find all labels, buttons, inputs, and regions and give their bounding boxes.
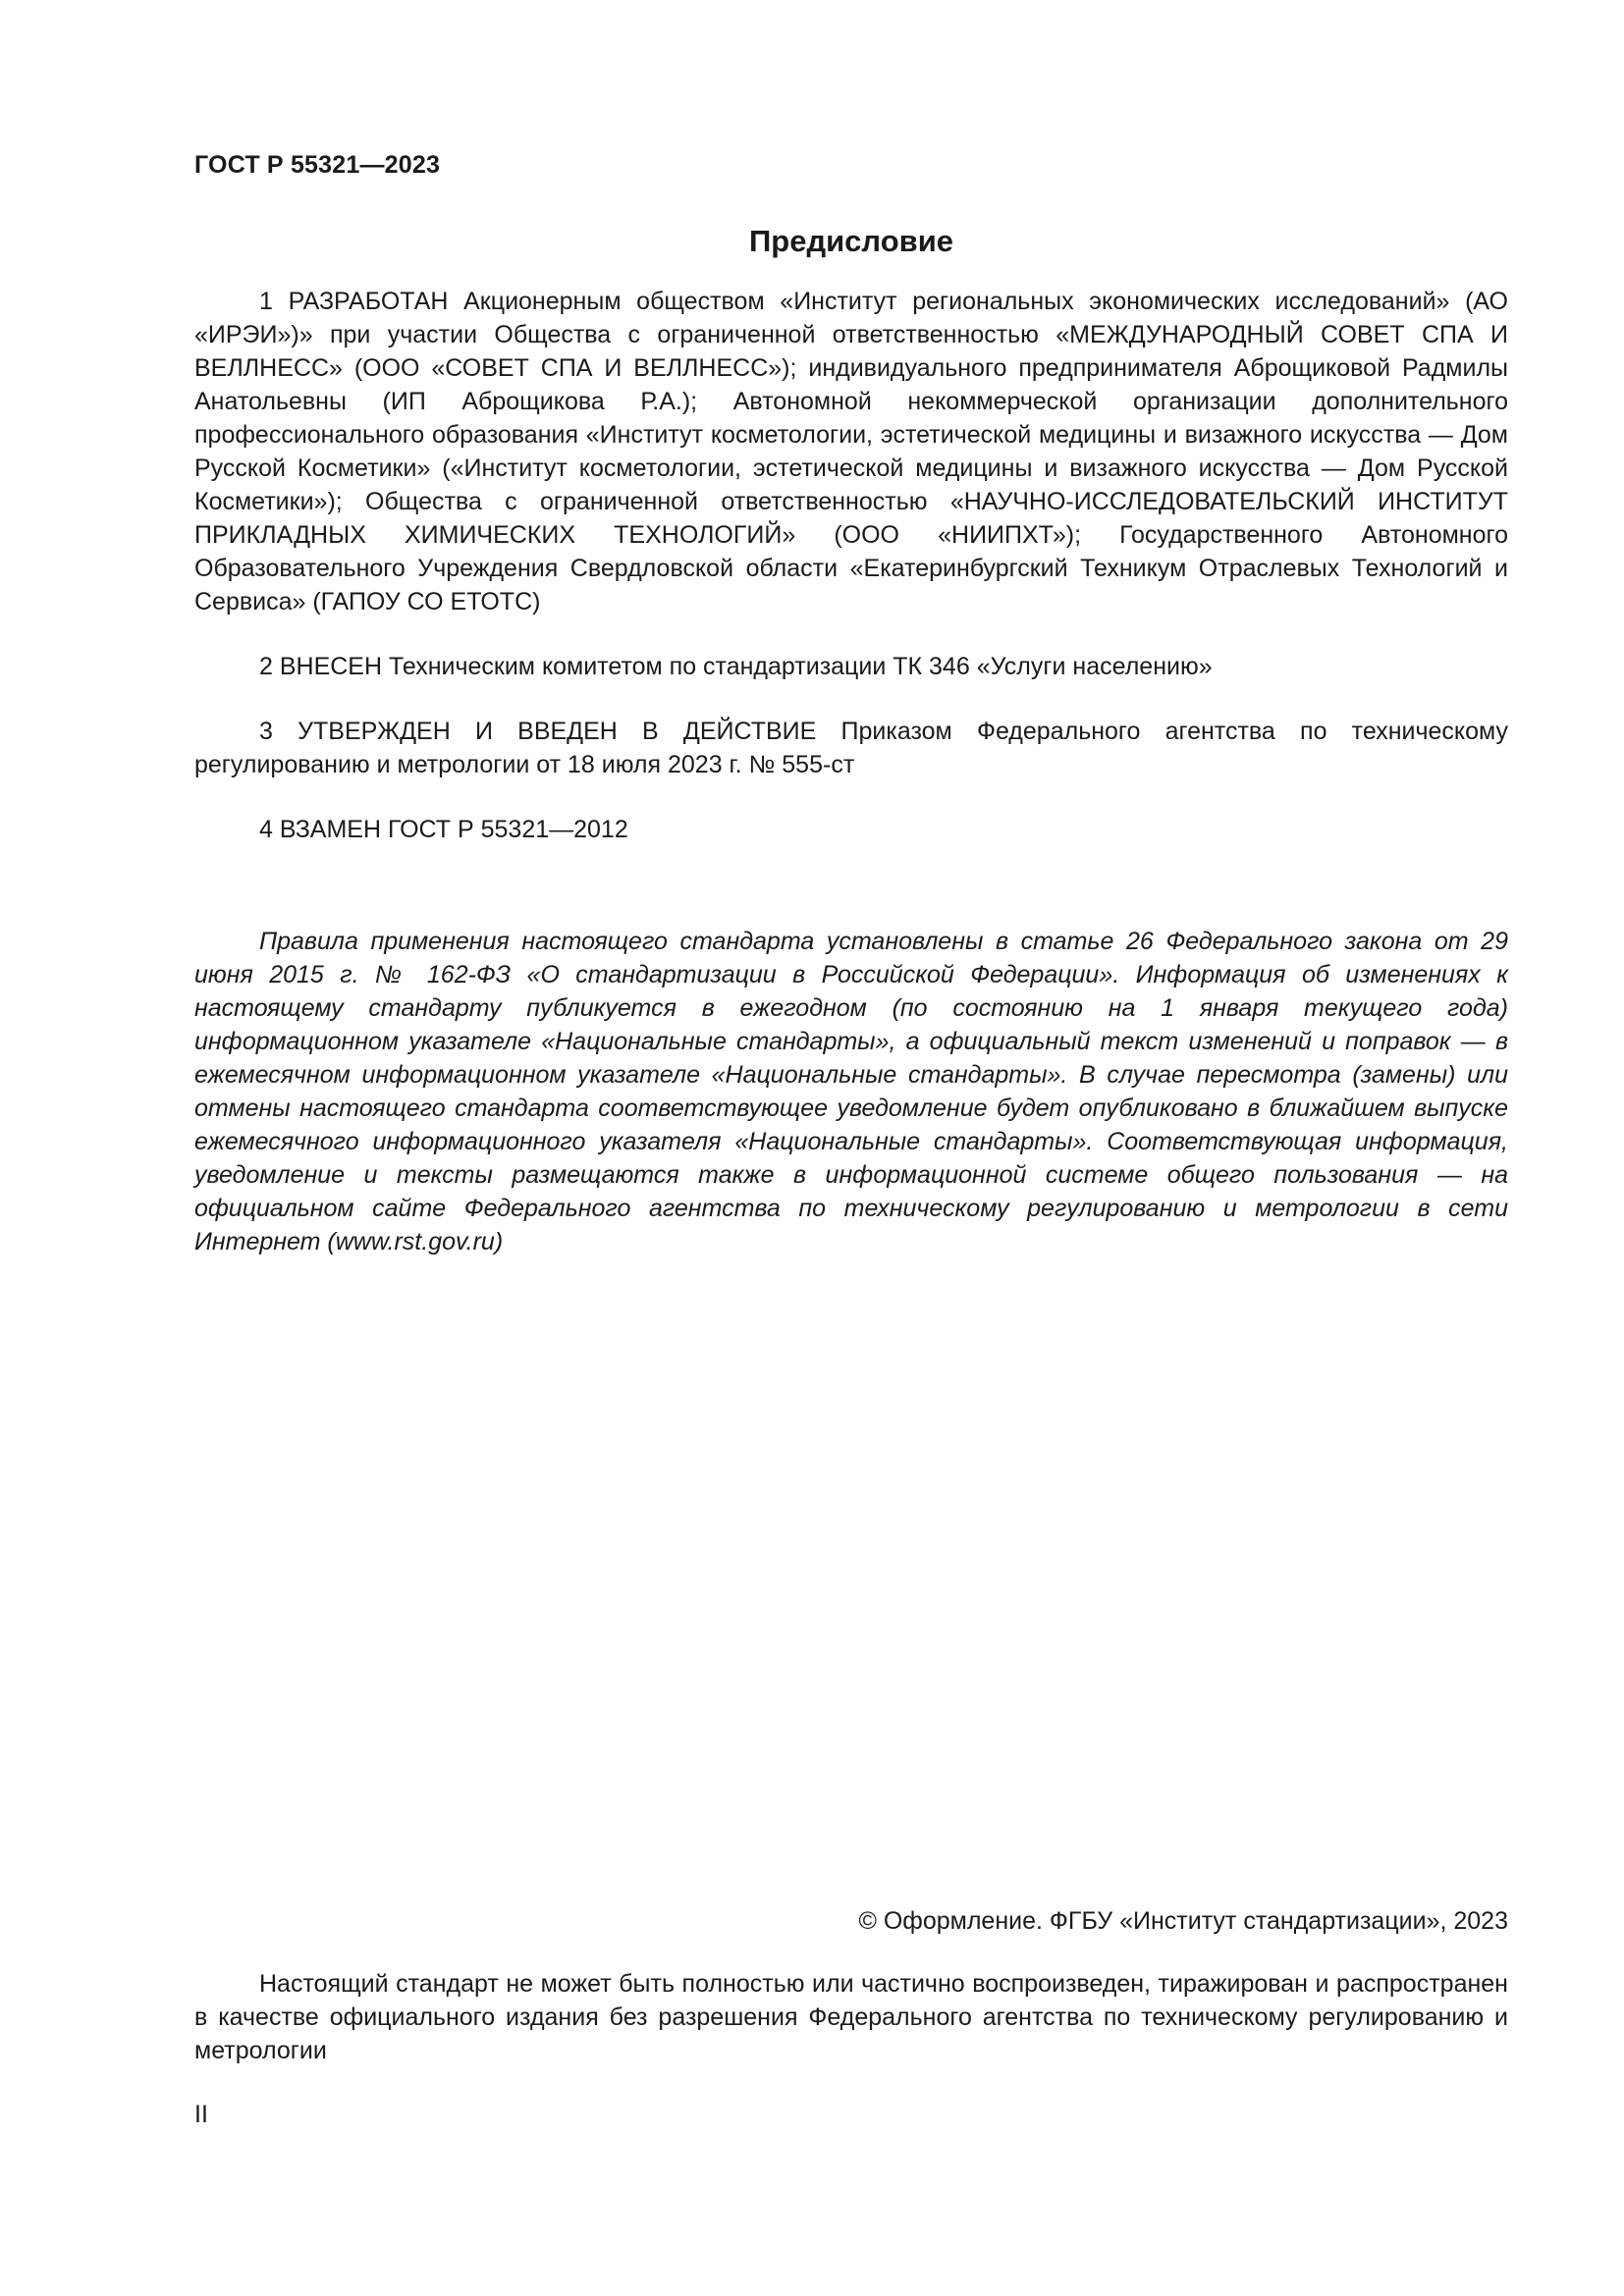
- copyright-line: © Оформление. ФГБУ «Институт стандартизации», 2023: [858, 1907, 1508, 1935]
- foreword-title: Предисловие: [748, 224, 953, 258]
- foreword-item-replaces: 4 ВЗАМЕН ГОСТ Р 55321—2012: [259, 816, 628, 843]
- foreword-content: [194, 285, 1508, 1283]
- foreword-item-developed-by: 1 РАЗРАБОТАН Акционерным обществом «Институт региональных экономических исследований» (АО «ИРЭИ»)» при участии Общества с ограниченной ответственностью «МЕЖДУНАРОДНЫЙ СОВЕТ СПА И ВЕЛЛНЕСС» (ООО «СОВЕТ СПА И ВЕЛЛНЕСС»); индивидуального предпринимателя Аброщиковой Радмилы Анатольевны (ИП Аброщикова Р.А.); Автономной некоммерческой организации дополнительного профессионального образования «Институт косметологии, эстетической медицины и визажного искусства — Дом Русской Косметики» («Институт косметологии, эстетической медицины и визажного искусства — Дом Русской Косметики»); Общества с ограниченной ответственностью «НАУЧНО-ИССЛЕДОВАТЕЛЬСКИЙ ИНСТИТУТ ПРИКЛАДНЫХ ХИМИЧЕСКИХ ТЕХНОЛОГИЙ» (ООО «НИИПХТ»); Государственного Автономного Образовательного Учреждения Свердловской области «Екатеринбургский Техникум Отраслевых Технологий и Сервиса» (ГАПОУ СО ЕТОТС): [194, 288, 1508, 615]
- foreword-item-introduced-by: 2 ВНЕСЕН Техническим комитетом по стандартизации ТК 346 «Услуги населению»: [259, 653, 1213, 680]
- page-number: II: [194, 2101, 208, 2128]
- document-code: ГОСТ Р 55321—2023: [194, 151, 441, 179]
- foreword-item-approved: 3 УТВЕРЖДЕН И ВВЕДЕН В ДЕЙСТВИЕ Приказом Федерального агентства по техническому регулированию и метрологии от 18 июля 2023 г. № 555-ст: [194, 718, 1508, 778]
- reproduction-notice: Настоящий стандарт не может быть полностью или частично воспроизведен, тиражирован и распространен в качестве официального издания без разрешения Федерального агентства по техническому регулированию и метрологии: [194, 1970, 1508, 2064]
- application-rules-notice: Правила применения настоящего стандарта установлены в статье 26 Федерального закона от 29 июня 2015 г. № 162-ФЗ «О стандартизации в Российской Федерации». Информация об изменениях к настоящему стандарту публикуется в ежегодном (по состоянию на 1 января текущего года) информационном указателе «Национальные стандарты», а официальный текст изменений и поправок — в ежемесячном информационном указателе «Национальные стандарты». В случае пересмотра (замены) или отмены настоящего стандарта соответствующее уведомление будет опубликовано в ближайшем выпуске ежемесячного информационного указателя «Национальные стандарты». Соответствующая информация, уведомление и тексты размещаются также в информационной системе общего пользования — на официальном сайте Федерального агентства по техническому регулированию и метрологии в сети Интернет (www.rst.gov.ru): [194, 928, 1508, 1255]
